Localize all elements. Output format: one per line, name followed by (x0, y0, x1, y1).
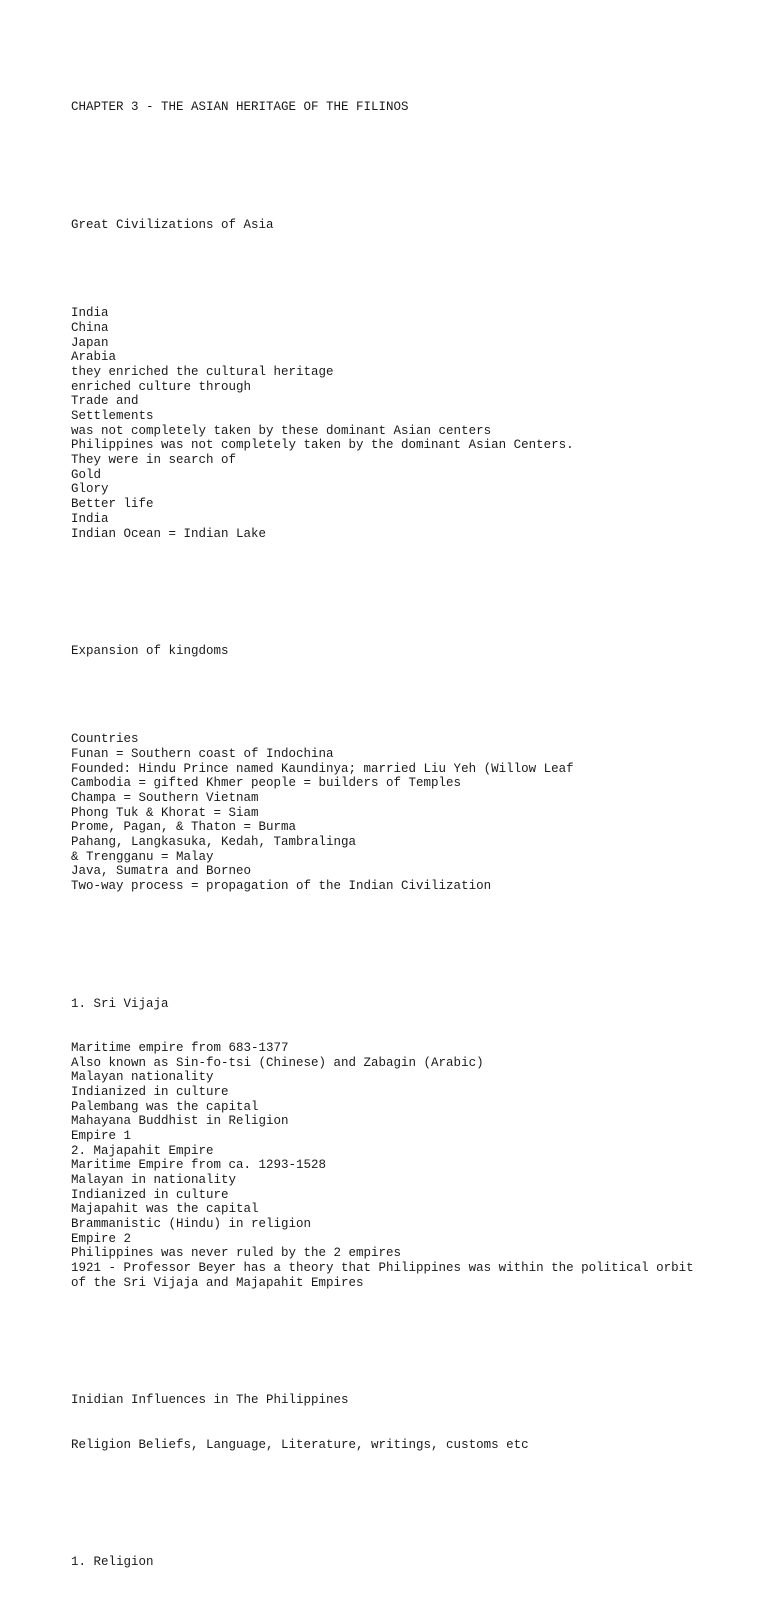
text-line: of the Sri Vijaja and Majapahit Empires (71, 1275, 364, 1290)
spacer (71, 145, 751, 160)
text-line: Empire 1 (71, 1128, 132, 1143)
text-line: enriched culture through (71, 379, 252, 394)
text-line: Settlements (71, 409, 154, 423)
text-line: Also known as Sin-fo-tsi (Chinese) and Zabagin (Arabic) (71, 1055, 484, 1070)
text-line: Japan (71, 335, 109, 350)
text-line: Champa = Southern Vietnam (71, 791, 259, 806)
text-line: Malayan in nationality (71, 1173, 237, 1188)
text-line: India (71, 306, 109, 321)
text-line: Founded: Hindu Prince named Kaundinya; married Liu Yeh (Willow Leaf (71, 761, 574, 776)
text-line: 1921 - Professor Beyer has a theory that Philippines was within the political orbit (71, 1261, 694, 1276)
text-line: Palembang was the capital (71, 1099, 259, 1114)
text-line: Maritime Empire from ca. 1293-1528 (71, 1158, 327, 1173)
text-line: Glory (71, 482, 109, 497)
spacer (71, 1320, 751, 1335)
text-line: Java, Sumatra and Borneo (71, 864, 252, 879)
text-line: Religion Beliefs, Language, Literature, writings, customs etc (71, 1437, 529, 1452)
text-line: Philippines was not completely taken by the dominant Asian Centers. (71, 438, 574, 453)
section-body (71, 1438, 751, 1453)
text-line: Gold (71, 467, 102, 482)
spacer (71, 571, 751, 586)
section-body (71, 306, 751, 541)
text-line: Malayan nationality (71, 1070, 214, 1085)
text-line: Two-way process = propagation of the Indian Civilization (71, 879, 492, 894)
text-line: Pahang, Langkasuka, Kedah, Tambralinga (71, 835, 357, 850)
text-line: India (71, 511, 109, 526)
section-body (71, 1041, 751, 1291)
text-line: Empire 2 (71, 1231, 132, 1246)
text-line: Arabia (71, 350, 117, 365)
section-heading: 1. Sri Vijaja (71, 996, 169, 1011)
text-line: Brammanistic (Hindu) in religion (71, 1217, 312, 1232)
text-line: They were in search of (71, 453, 237, 468)
text-line: Indianized in culture (71, 1187, 229, 1202)
section-heading: Inidian Influences in The Philippines (71, 1393, 349, 1408)
text-line: Mahayana Buddhist in Religion (71, 1114, 289, 1129)
text-line: they enriched the cultural heritage (71, 364, 334, 379)
text-line: Indianized in culture (71, 1084, 229, 1099)
text-line: China (71, 320, 109, 335)
document-page (71, 71, 751, 1614)
spacer (71, 1482, 751, 1497)
text-line: Prome, Pagan, & Thaton = Burma (71, 820, 297, 835)
text-line: & Trengganu = Malay (71, 849, 214, 864)
section-heading: Expansion of kingdoms (71, 644, 229, 659)
chapter-title: CHAPTER 3 - THE ASIAN HERITAGE OF THE FILINOS (71, 100, 409, 115)
text-line: Majapahit was the capital (71, 1202, 259, 1217)
text-line: Funan = Southern coast of Indochina (71, 746, 334, 761)
section-heading: Great Civilizations of Asia (71, 218, 274, 232)
text-line: Countries (71, 732, 139, 747)
text-line: Indian Ocean = Indian Lake (71, 526, 267, 541)
text-line: Trade and (71, 394, 139, 409)
text-line: Phong Tuk & Khorat = Siam (71, 805, 259, 820)
spacer (71, 923, 751, 938)
section-heading: 1. Religion (71, 1555, 154, 1570)
section-body (71, 732, 751, 894)
text-line: 2. Majapahit Empire (71, 1143, 214, 1158)
text-line: Maritime empire from 683-1377 (71, 1040, 289, 1055)
text-line: Philippines was never ruled by the 2 empires (71, 1246, 402, 1261)
spacer (71, 688, 751, 703)
spacer (71, 262, 751, 277)
text-line: Better life (71, 497, 154, 512)
text-line: was not completely taken by these dominant Asian centers (71, 423, 492, 438)
text-line: Cambodia = gifted Khmer people = builders of Temples (71, 776, 462, 791)
